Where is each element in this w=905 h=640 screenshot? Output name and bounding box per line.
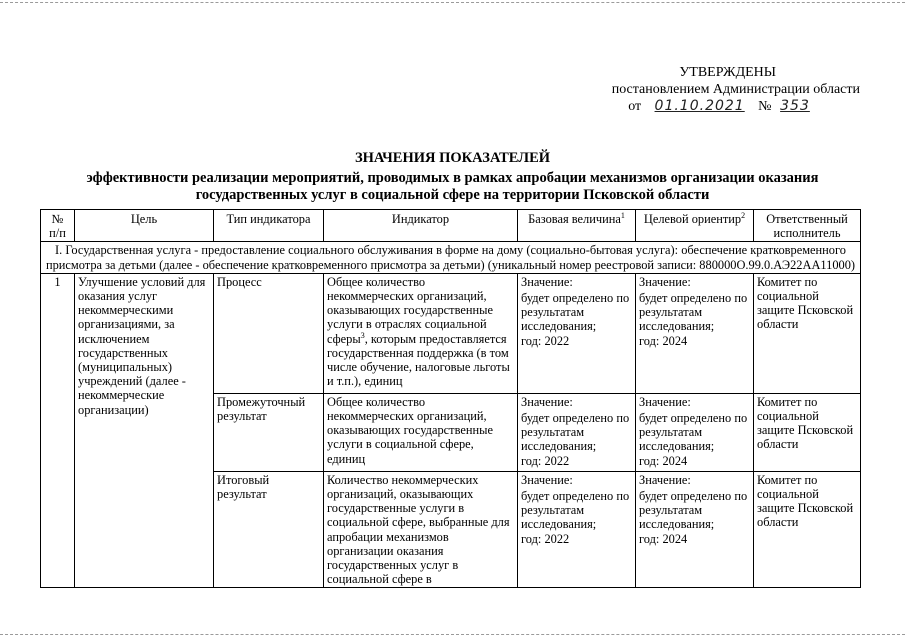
target-cell: Значение: будет определено по результатам исследования; год: 2024 [636, 273, 754, 393]
target-cell: Значение: будет определено по результатам исследования; год: 2024 [636, 471, 754, 588]
base-value-cell: Значение: будет определено по результатам исследования; год: 2022 [518, 471, 636, 588]
scan-edge-top [0, 2, 905, 3]
indicator-type-cell: Промежуточный результат [214, 393, 324, 471]
document-title: ЗНАЧЕНИЯ ПОКАЗАТЕЛЕЙ [354, 150, 551, 166]
approval-title: УТВЕРЖДЕНЫ [679, 65, 776, 80]
approval-date-number [560, 98, 860, 115]
base-value-cell: Значение: будет определено по результатам исследования; год: 2022 [518, 273, 636, 393]
document-subtitle-line2: государственных услуг в социальной сфере на территории Псковской области [195, 187, 710, 203]
indicator-cell: Общее количество некоммерческих организаций, оказывающих государственные услуги в отраслях социальной сферы$^3$, которым предоставляется государственная поддержка (в том числе обучение, налоговые льготы и т.п.), единиц [324, 273, 518, 393]
scan-edge-bottom [0, 634, 905, 635]
header-base-value: Базовая величина$^1$ [518, 210, 636, 242]
header-indicator-type: Тип индикатора [214, 210, 324, 242]
section-title: I. Государственная услуга - предоставление социального обслуживания в форме на дому (социально-бытовая услуга): обеспечение кратковременного присмотра за детьми (далее - обеспечение кратковременного присмотра за детьми) (уникальный номер реестровой записи: 880000О.99.0.АЭ22АА11000) [41, 242, 861, 273]
indicator-cell: Количество некоммерческих организаций, оказывающих государственные услуги в социальной сфере, выбранные для апробации механизмов организации оказания государственных услуг в социальной сфере в [324, 471, 518, 588]
handwritten-date: 01.10.2021 [654, 98, 745, 114]
responsible-cell: Комитет по социальной защите Псковской области [754, 471, 861, 588]
indicators-table [40, 209, 861, 588]
header-indicator: Индикатор [324, 210, 518, 242]
responsible-cell: Комитет по социальной защите Псковской области [754, 273, 861, 393]
indicator-type-cell: Процесс [214, 273, 324, 393]
handwritten-number: 353 [780, 98, 810, 114]
base-value-cell: Значение: будет определено по результатам исследования; год: 2022 [518, 393, 636, 471]
indicator-type-cell: Итоговый результат [214, 471, 324, 588]
header-number: № п/п [41, 210, 75, 242]
target-cell: Значение: будет определено по результатам исследования; год: 2024 [636, 393, 754, 471]
header-goal: Цель [75, 210, 214, 242]
approval-resolution: постановлением Администрации области [611, 82, 860, 97]
number-label: № [758, 99, 772, 114]
from-label: от [628, 99, 642, 114]
document-subtitle-line1: эффективности реализации мероприятий, проводимых в рамках апробации механизмов организации оказания [86, 170, 819, 186]
approval-block [560, 64, 860, 115]
indicator-cell: Общее количество некоммерческих организаций, оказывающих государственные услуги в социальной сфере, единиц [324, 393, 518, 471]
table-row [41, 273, 861, 393]
goal-cell: Улучшение условий для оказания услуг некоммерческими организациями, за исключением государственных (муниципальных) учреждений (далее - некоммерческие организации) [75, 273, 214, 588]
header-target: Целевой ориентир$^2$ [636, 210, 754, 242]
header-responsible: Ответственный исполнитель [754, 210, 861, 242]
section-row [41, 242, 861, 273]
responsible-cell: Комитет по социальной защите Псковской области [754, 393, 861, 471]
table-header-row [41, 210, 861, 242]
row-number: 1 [41, 273, 75, 588]
